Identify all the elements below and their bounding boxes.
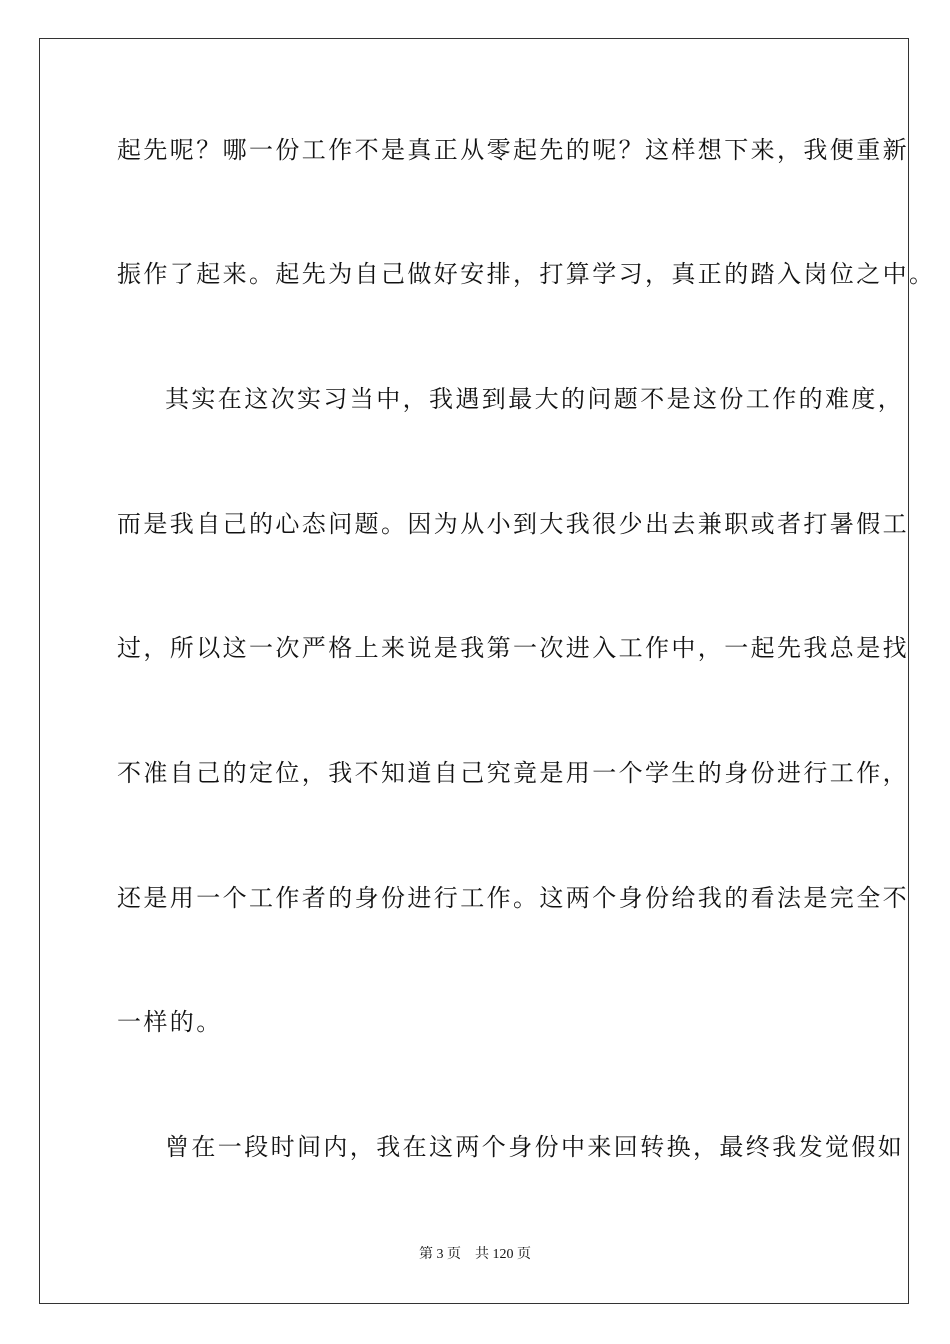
text-line: 起先呢？哪一份工作不是真正从零起先的呢？这样想下来，我便重新 [117,136,909,164]
text-line: 振作了起来。起先为自己做好安排，打算学习，真正的踏入岗位之中。 [117,260,936,288]
paragraph-start-line: 曾在一段时间内，我在这两个身份中来回转换，最终我发觉假如 [165,1133,905,1161]
text-line: 不准自己的定位，我不知道自己究竟是用一个学生的身份进行工作， [117,759,909,787]
page-number: 第 3 页 [419,1247,461,1262]
text-line: 一样的。 [117,1008,223,1036]
text-line: 过，所以这一次严格上来说是我第一次进入工作中，一起先我总是找 [117,634,909,662]
text-line: 而是我自己的心态问题。因为从小到大我很少出去兼职或者打暑假工 [117,510,909,538]
total-pages: 共 120 页 [475,1247,531,1262]
text-line: 还是用一个工作者的身份进行工作。这两个身份给我的看法是完全不 [117,884,909,912]
paragraph-start-line: 其实在这次实习当中，我遇到最大的问题不是这份工作的难度， [165,385,905,413]
page-footer [0,1246,950,1264]
page-border [39,38,936,1304]
